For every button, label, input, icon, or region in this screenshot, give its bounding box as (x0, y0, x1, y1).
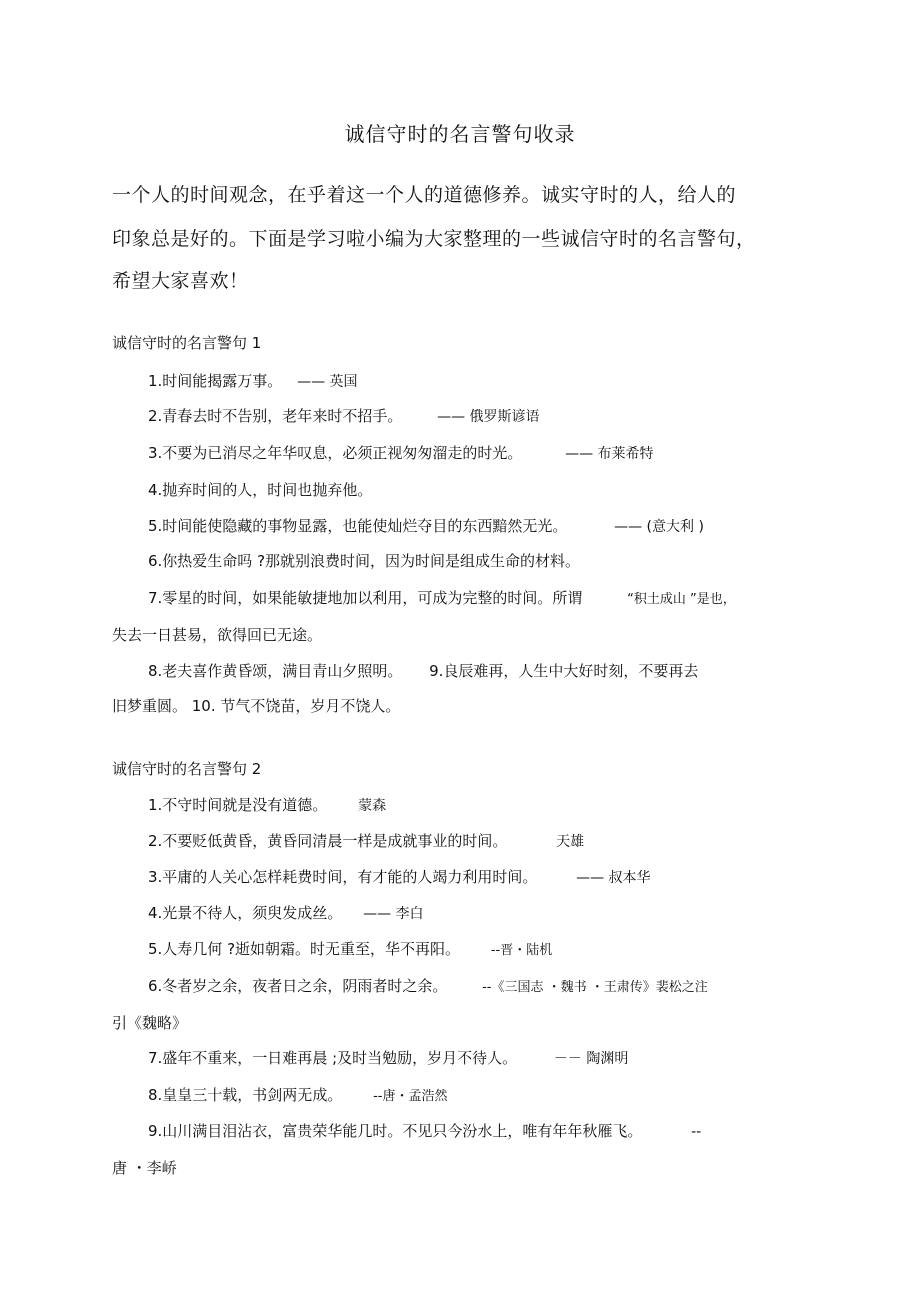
quote-source: 蒙森 (358, 798, 387, 814)
quote-1-4 (148, 479, 372, 500)
quote-text: 8.老夫喜作黄昏颂，满目青山夕照明。 (148, 662, 403, 680)
quote-text: 4.抛弃时间的人，时间也抛弃他。 (148, 481, 373, 499)
section-1-heading: 诚信守时的名言警句 1 (112, 334, 262, 352)
section-2-heading: 诚信守时的名言警句 2 (112, 760, 262, 778)
quote-text: 3.不要为已消尽之年华叹息，必须正视匆匆溜走的时光。 (148, 444, 523, 462)
quote-text: 2.青春去时不告别，老年来时不招手。 (148, 407, 403, 425)
quote-2-9-cont (112, 1157, 177, 1178)
quote-2-6 (148, 975, 708, 996)
quote-source: --晋・陆机 (490, 943, 553, 958)
quote-2-9 (148, 1120, 701, 1141)
intro-line-3: 希望大家喜欢！ (112, 270, 249, 292)
intro-line-1: 一个人的时间观念，在乎着这一个人的道德修养。诚实守时的人，给人的 (112, 184, 737, 206)
quote-2-7 (148, 1047, 628, 1068)
quote-1-6 (148, 550, 580, 571)
document-title: 诚信守时的名言警句收录 (344, 122, 576, 146)
quote-text: 9.山川满目泪沾衣，富贵荣华能几时。不见只今汾水上，唯有年年秋雁飞。 (148, 1122, 643, 1140)
quote-1-8 (148, 660, 698, 681)
quote-text-next: 9.良辰难再，人生中大好时刻，不要再去 (429, 662, 699, 680)
quote-text: 唐 ・李峤 (112, 1159, 177, 1177)
quote-source: －－ 陶渊明 (553, 1051, 629, 1067)
quote-1-5 (148, 515, 704, 536)
quote-text: 引《魏略》 (112, 1014, 188, 1032)
quote-text: 3.平庸的人关心怎样耗费时间，有才能的人竭力利用时间。 (148, 868, 538, 886)
quote-source: —— 英国 (297, 374, 358, 390)
quote-2-3 (148, 866, 651, 887)
quote-1-7 (148, 587, 736, 608)
quote-2-5 (148, 938, 552, 959)
quote-text: 6.冬者岁之余，夜者日之余，阴雨者时之余。 (148, 977, 448, 995)
quote-text: 5.人寿几何 ?逝如朝霜。时无重至，华不再阳。 (148, 940, 461, 958)
quote-2-8 (148, 1084, 448, 1105)
quote-1-7-cont (112, 624, 322, 645)
quote-text: 1.时间能揭露万事。 (148, 372, 283, 390)
quote-text: 1.不守时间就是没有道德。 (148, 796, 328, 814)
quote-text: 5.时间能使隐藏的事物显露，也能使灿烂夺目的东西黯然无光。 (148, 517, 568, 535)
quote-text: 4.光景不待人，须臾发成丝。 (148, 904, 343, 922)
quote-source: -- (691, 1124, 702, 1140)
quote-2-4 (148, 902, 424, 923)
quote-1-2 (148, 405, 540, 426)
quote-1-9 (112, 695, 400, 716)
quote-text: 7.零星的时间，如果能敏捷地加以利用，可成为完整的时间。所谓 (148, 589, 583, 607)
quote-2-1 (148, 794, 386, 815)
quote-source: —— 布莱希特 (565, 446, 654, 462)
quote-text: 2.不要贬低黄昏，黄昏同清晨一样是成就事业的时间。 (148, 832, 508, 850)
quote-1-1 (148, 370, 358, 391)
quote-source: —— 叔本华 (576, 870, 651, 886)
quote-source: 天雄 (556, 834, 585, 850)
quote-text: 6.你热爱生命吗 ?那就别浪费时间，因为时间是组成生命的材料。 (148, 552, 581, 570)
quote-text: 7.盛年不重来，一日难再晨 ;及时当勉励，岁月不待人。 (148, 1049, 518, 1067)
quote-1-3 (148, 442, 654, 463)
quote-source: --唐・孟浩然 (373, 1089, 448, 1104)
quote-source: —— 俄罗斯谚语 (437, 409, 540, 425)
quote-2-2 (148, 830, 584, 851)
quote-2-6-cont (112, 1012, 187, 1033)
quote-text: 失去一日甚易，欲得回已无途。 (112, 626, 323, 644)
quote-source: —— (意大利 ) (614, 519, 704, 535)
quote-source: —— 李白 (363, 906, 424, 922)
quote-source: --《三国志 ・魏书 ・王肃传》裴松之注 (482, 980, 708, 995)
quote-continuation: “积土成山 ”是也， (627, 592, 736, 607)
quote-text: 8.皇皇三十载，书剑两无成。 (148, 1086, 343, 1104)
intro-line-2: 印象总是好的。下面是学习啦小编为大家整理的一些诚信守时的名言警句， (112, 228, 756, 250)
quote-text: 旧梦重圆。 10. 节气不饶苗，岁月不饶人。 (112, 697, 401, 715)
